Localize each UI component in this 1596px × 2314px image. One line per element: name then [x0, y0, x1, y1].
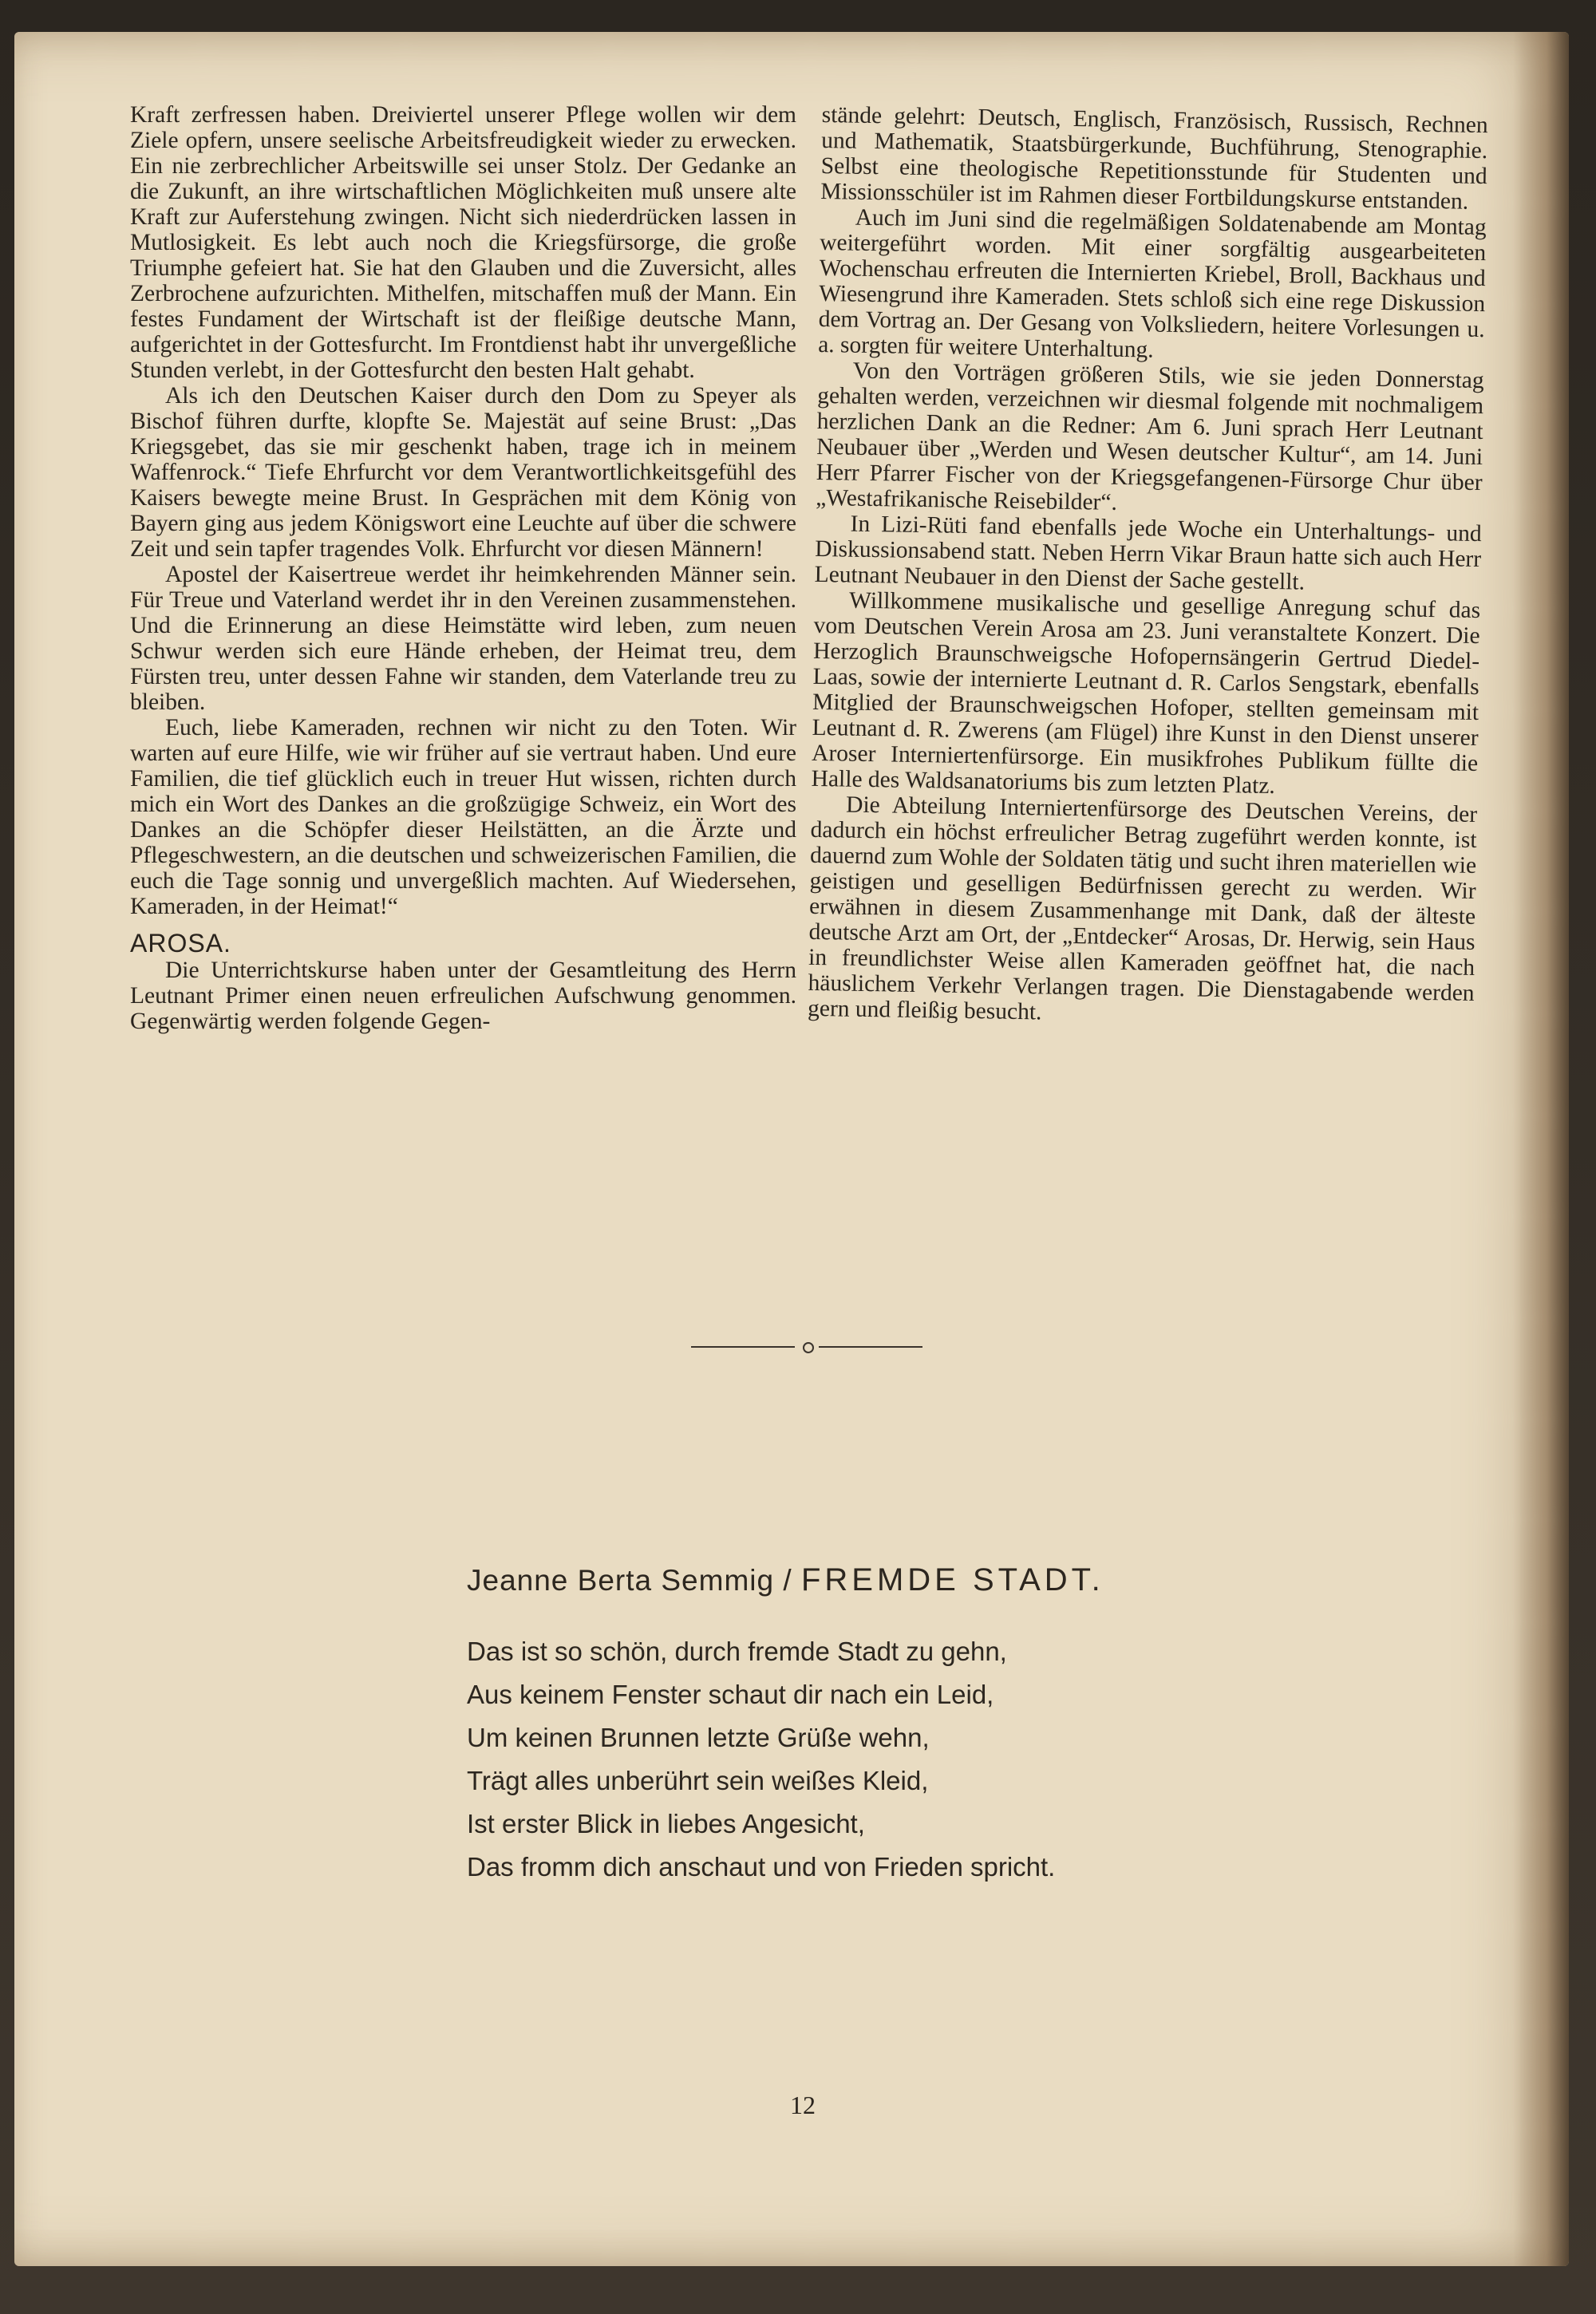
paragraph: Auch im Juni sind die regelmäßigen Soldatenabende am Montag weitergeführt worden. Mit einer sorgfältig ausgearbeiteten Wochenschau erfreuten die Internierten Kriebel, Broll, Backhaus und Wiesengrund ihre Kameraden. Stets schloß sich eine rege Diskussion dem Vortrag an. Der Gesang von Volksliedern, heitere Vorlesungen u. a. sorgten für weitere Unterhaltung. [817, 204, 1487, 363]
poem [467, 1562, 1265, 1889]
poem-line: Trägt alles unberührt sein weißes Kleid, [467, 1766, 929, 1795]
poem-title: FREMDE STADT. [800, 1562, 1104, 1597]
poem-line: Das ist so schön, durch fremde Stadt zu gehn, [467, 1637, 1007, 1666]
right-column [808, 102, 1488, 1032]
poem-line: Das fromm dich anschaut und von Frieden spricht. [467, 1852, 1056, 1882]
poem-line: Ist erster Blick in liebes Angesicht, [467, 1809, 865, 1838]
divider-line [691, 1346, 795, 1348]
poem-heading [467, 1562, 1265, 1598]
paragraph: In Lizi-Rüti fand ebenfalls jede Woche ein Unterhaltungs- und Diskussionsabend statt. Neben Herrn Vikar Braun hatte sich auch Herr Leutnant Neubauer in den Dienst der Sache gestellt. [814, 511, 1482, 595]
poem-line: Um keinen Brunnen letzte Grüße wehn, [467, 1723, 930, 1752]
divider-line [819, 1346, 922, 1348]
page-binding-shadow [1513, 32, 1569, 2266]
paragraph: Die Unterrichtskurse haben unter der Gesamtleitung des Herrn Leutnant Primer einen neuen erfreulichen Aufschwung genommen. Gegenwärtig werden folgende Gegen- [130, 958, 796, 1034]
page-number: 12 [790, 2091, 816, 2119]
poem-line: Aus keinem Fenster schaut dir nach ein Leid, [467, 1680, 994, 1709]
paragraph: Von den Vorträgen größeren Stils, wie sie jeden Donnerstag gehalten werden, verzeichnen wir diesmal folgende mit nochmaligem herzlichen Dank an die Redner: Am 6. Juni sprach Herr Leutnant Neubauer über „Werden und Wesen deutscher Kultur“, am 14. Juni Herr Pfarrer Fischer von der Kriegsgefangenen-Fürsorge Chur über „Westafrikanische Reisebilder“. [815, 357, 1484, 515]
poem-separator: / [774, 1564, 801, 1597]
poem-author: Jeanne Berta Semmig [467, 1564, 775, 1597]
paragraph: Apostel der Kaisertreue werdet ihr heimkehrenden Männer sein. Für Treue und Vaterland werdet ihr in den Vereinen zusammenstehen. Und die Erinnerung an diese Heimstätte wird leben, zum neuen Schwur werden sich eure Hände erheben, der Heimat treu, dem Fürsten treu, unter dessen Fahne wir standen, dem Vaterlande treu zu bleiben. [130, 562, 796, 715]
left-column [130, 102, 796, 1034]
divider-ornament-icon [803, 1342, 814, 1353]
paragraph: Willkommene musikalische und gesellige Anregung schuf das vom Deutschen Verein Arosa am 23. Juni veranstaltete Konzert. Die Herzoglich Braunschweigsche Hofopernsängerin Gertrud Diedel-Laas, sowie der internierte Leutnant d. R. Carlos Sengstark, ebenfalls Mitglied der Braunschweigschen Hofoper, stellten gemeinsam mit Leutnant d. R. Zwerens (am Flügel) ihre Kunst in den Dienst unserer Aroser Interniertenfürsorge. Ein musikfrohes Publikum füllte die Halle des Waldsanatoriums bis zum letzten Platz. [811, 587, 1481, 800]
paragraph: Die Abteilung Interniertenfürsorge des Deutschen Vereins, der dadurch ein höchst erfreulicher Betrag zugeführt werden konnte, ist dauernd zum Wohle der Soldaten tätig und sucht ihren materiellen wie geistigen und geselligen Bedürfnissen gerecht zu werden. Wir erwähnen in diesem Zusammenhange mit Dank, daß der älteste deutsche Arzt am Ort, der „Entdecker“ Arosas, Dr. Herwig, sein Haus in freundlichster Weise allen Kameraden geöffnet hat, die nach häuslichem Verkehr Verlangen tragen. Die Dienstagabende werden gern und fleißig besucht. [807, 792, 1478, 1025]
paragraph: Euch, liebe Kameraden, rechnen wir nicht zu den Toten. Wir warten auf eure Hilfe, wie wir früher auf sie vertraut haben. Und eure Familien, die tief glücklich euch in treuer Hut wissen, richten durch mich ein Wort des Dankes an die großzügige Schweiz, ein Wort des Dankes an die Schöpfer dieser Heilstätten, an die Ärzte und Pflegeschwestern, an die deutschen und schweizerischen Familien, die euch die Tage sonnig und unvergeßlich machten. Auf Wiedersehen, Kameraden, in der Heimat!“ [130, 715, 796, 919]
paragraph: Kraft zerfressen haben. Dreiviertel unserer Pflege wollen wir dem Ziele opfern, unsere seelische Arbeitsfreudigkeit wieder zu erwecken. Ein nie zerbrechlicher Arbeitswille sei unser Stolz. Der Gedanke an die Zukunft, an ihre wirtschaftlichen Möglichkeiten muß unsere alte Kraft zur Auferstehung zwingen. Nicht sich niederdrücken lassen in Mutlosigkeit. Es lebt auch noch die Kriegsfürsorge, die große Triumphe gefeiert hat. Sie hat den Glauben und die Zuversicht, alles Zerbrochene aufzurichten. Mithelfen, mitschaffen muß der Mann. Ein festes Fundament der Wirtschaft ist der fleißige deutsche Mann, aufgerichtet in der Gottesfurcht. Im Frontdienst habt ihr unvergeßliche Stunden verlebt, in der Gottesfurcht den besten Halt gehabt. [130, 102, 796, 383]
section-divider [691, 1339, 930, 1355]
section-heading-arosa: AROSA. [130, 929, 231, 958]
paragraph: stände gelehrt: Deutsch, Englisch, Französisch, Russisch, Rechnen und Mathematik, Staatsbürgerkunde, Buchführung, Stenographie. Selbst eine theologische Repetitionsstunde für Studenten und Missionsschüler ist im Rahmen dieser Fortbildungskurse entstanden. [820, 102, 1488, 215]
poem-lines [467, 1630, 1265, 1889]
paragraph: Als ich den Deutschen Kaiser durch den Dom zu Speyer als Bischof führen durfte, klopfte Se. Majestät auf seine Brust: „Das Kriegsgebet, das sie mir geschenkt haben, trage ich in meinem Waffenrock.“ Tiefe Ehrfurcht vor dem Verantwortlichkeitsgefühl des Kaisers bewegte meine Brust. In Gesprächen mit dem König von Bayern ging aus jedem Königswort eine Leuchte auf über die schwere Zeit und sein tapfer tragendes Volk. Ehrfurcht vor diesen Männern! [130, 383, 796, 562]
